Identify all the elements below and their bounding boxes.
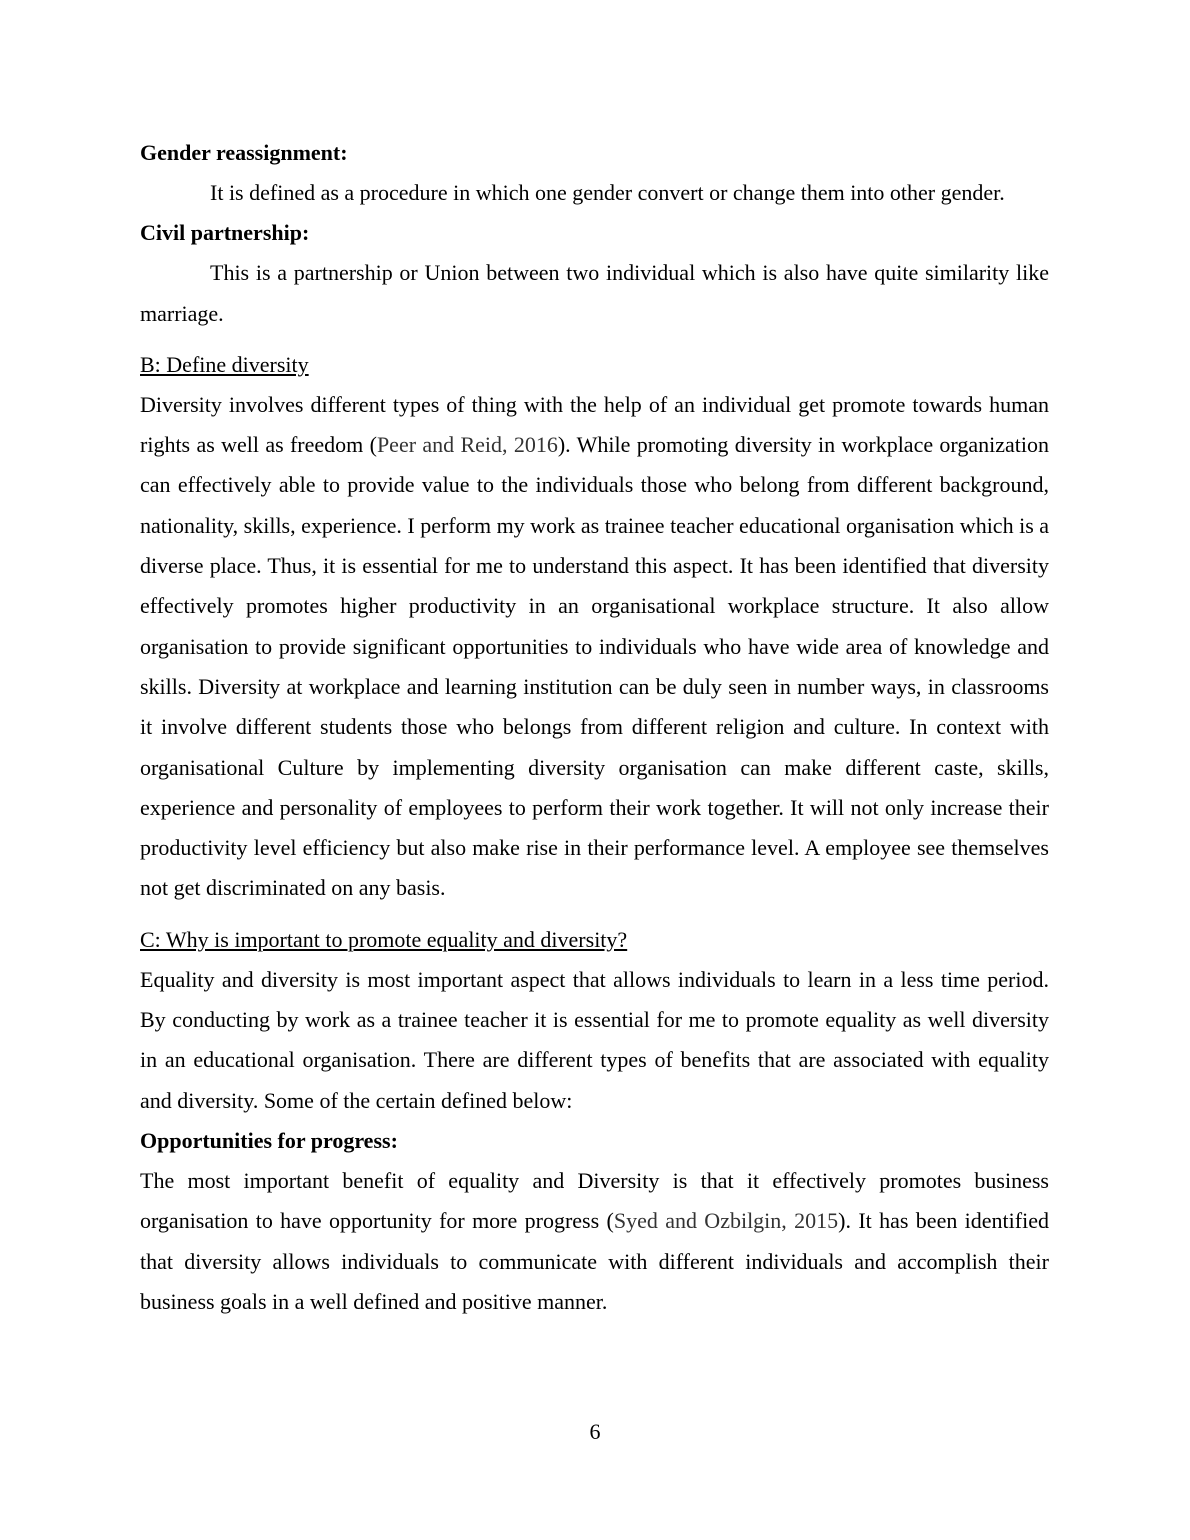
importance-heading: C: Why is important to promote equality and diversity?	[140, 926, 628, 952]
civil-partnership-heading: Civil partnership:	[140, 220, 310, 246]
opportunities-text-end: ). It has been identified that diversity allows individuals to communicate with different individuals and accomplish their business goals in a well defined and positive manner.	[140, 1208, 1049, 1314]
importance-paragraph: Equality and diversity is most important aspect that allows individuals to learn in a less time period. By conducting by work as a trainee teacher it is essential for me to promote equality as well diversity in an educational organisation. There are different types of benefits that are associated with equality and diversity. Some of the certain defined below:	[140, 966, 1049, 1113]
gender-reassignment-paragraph: It is defined as a procedure in which one gender convert or change them into other gender.	[210, 180, 1005, 205]
citation-syed-ozbilgin: Syed and Ozbilgin, 2015	[613, 1208, 839, 1234]
page-number: 6	[589, 1419, 601, 1444]
citation-peer-reid: Peer and Reid, 2016	[376, 432, 558, 458]
opportunities-text-start: The most important benefit of equality and Diversity is that it effectively promotes business organisation to have opportunity for more progress (	[140, 1167, 1049, 1234]
define-diversity-paragraph	[140, 385, 1049, 909]
opportunities-paragraph	[140, 1161, 1049, 1322]
gender-reassignment-heading: Gender reassignment:	[140, 140, 348, 165]
document-page	[140, 133, 1049, 1322]
opportunities-heading: Opportunities for progress:	[140, 1127, 398, 1153]
civil-partnership-paragraph: This is a partnership or Union between two individual which is also have quite similarity like marriage.	[140, 260, 1049, 326]
diversity-text-end: ). While promoting diversity in workplace organization can effectively able to provide value to the individuals those who belong from different background, nationality, skills, experience. I perform my work as trainee teacher educational organisation which is a diverse place. Thus, it is essential for me to understand this aspect. It has been identified that diversity effectively promotes higher productivity in an organisational workplace structure. It also allow organisation to provide significant opportunities to individuals who have wide area of knowledge and skills. Diversity at workplace and learning institution can be duly seen in number ways, in classrooms it involve different students those who belongs from different religion and culture. In context with organisational Culture by implementing diversity organisation can make different caste, skills, experience and personality of employees to perform their work together. It will not only increase their productivity level efficiency but also make rise in their performance level. A employee see themselves not get discriminated on any basis.	[140, 432, 1050, 901]
define-diversity-heading: B: Define diversity	[140, 351, 309, 377]
diversity-text-start: Diversity involves different types of thing with the help of an individual get promote towards human rights as well as freedom (	[140, 391, 1049, 458]
